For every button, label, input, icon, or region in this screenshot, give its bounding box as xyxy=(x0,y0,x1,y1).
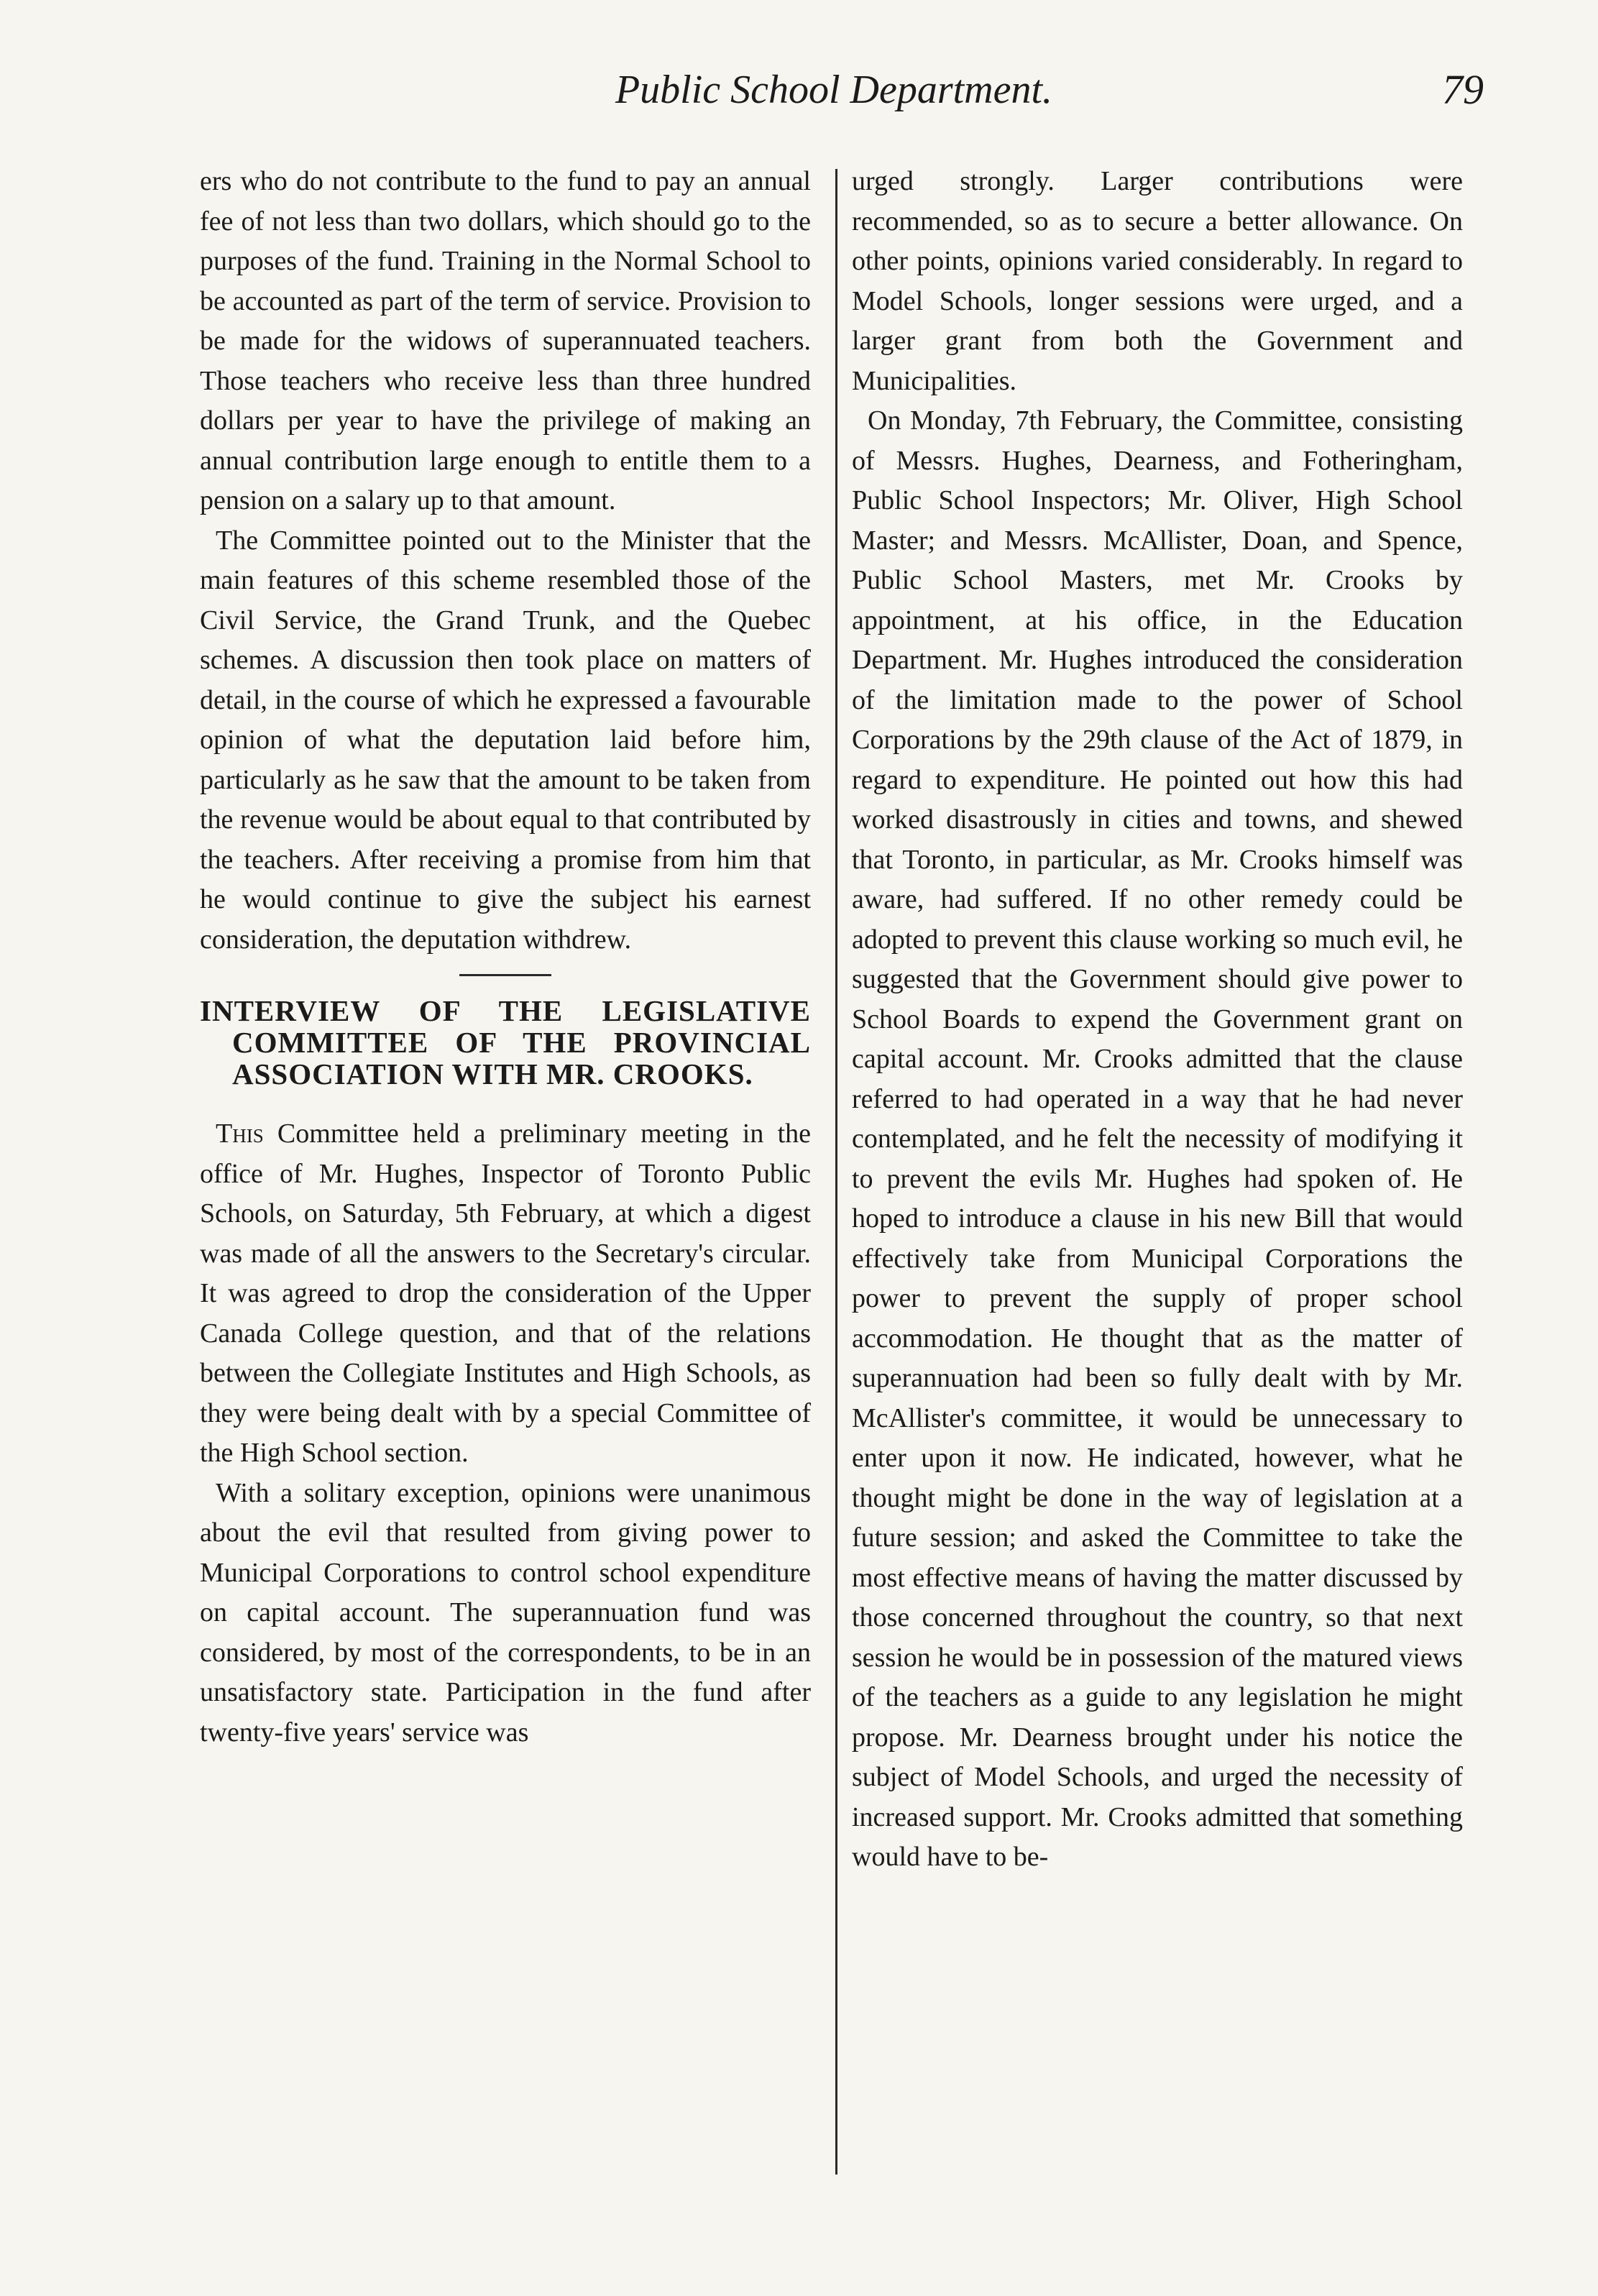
section-divider xyxy=(459,974,551,976)
drop-word: This xyxy=(216,1119,264,1149)
page-header xyxy=(0,61,1598,133)
page-number: 79 xyxy=(1442,66,1484,113)
paragraph: urged strongly. Larger contributions were recommended, so as to secure a better allowance. On other points, opinions varied considerably. In regard to Model Schools, longer sessions were urged, and a larger grant from both the Government and Municipalities. xyxy=(852,166,1463,396)
paragraph xyxy=(200,1114,811,1474)
left-column xyxy=(200,162,811,1753)
running-title: Public School Department. xyxy=(615,68,1053,112)
paragraph: The Committee pointed out to the Minister that the main features of this scheme resembled those of the Civil Service, the Grand Trunk, and the Quebec schemes. A discussion then took place on matters of detail, in the course of which he expressed a favourable opinion of what the deputation laid before him, particularly as he saw that the amount to be taken from the revenue would be about equal to that contributed by the teachers. After receiving a promise from him that he would continue to give the subject his earnest consideration, the deputation withdrew. xyxy=(200,525,811,955)
column-rule xyxy=(835,169,837,2175)
section-heading: INTERVIEW OF THE LEGISLATIVE COMMITTEE OF THE PROVINCIAL ASSOCIATION WITH MR. CROOKS. xyxy=(200,994,811,1090)
paragraph-text: Committee held a preliminary meeting in the office of Mr. Hughes, Inspector of Toronto Public Schools, on Saturday, 5th February, at which a digest was made of all the answers to the Secretary's circular. It was agreed to drop the consideration of the Upper Canada College question, and that of the relations between the Collegiate Institutes and High Schools, as they were being dealt with by a special Committee of the High School section. xyxy=(200,1119,811,1468)
paragraph: With a solitary exception, opinions were unanimous about the evil that resulted from giving power to Municipal Corporations to control school expenditure on capital account. The superannuation fund was considered, by most of the correspondents, to be in an unsatisfactory state. Participation in the fund after twenty-five years' service was xyxy=(200,1477,811,1748)
right-column xyxy=(852,162,1463,1878)
paragraph: On Monday, 7th February, the Committee, consisting of Messrs. Hughes, Dearness, and Fotheringham, Public School Inspectors; Mr. Oliver, High School Master; and Messrs. McAllister, Doan, and Spence, Public School Masters, met Mr. Crooks by appointment, at his office, in the Education Department. Mr. Hughes introduced the consideration of the limitation made to the power of School Corporations by the 29th clause of the Act of 1879, in regard to expenditure. He pointed out how this had worked disastrously in cities and towns, and shewed that Toronto, in particular, as Mr. Crooks himself was aware, had suffered. If no other remedy could be adopted to prevent this clause working so much evil, he suggested that the Government should give power to School Boards to expend the Government grant on capital account. Mr. Crooks admitted that the clause referred to had operated in a way that he had never contemplated, and he felt the necessity of modifying it to prevent the evils Mr. Hughes had spoken of. He hoped to introduce a clause in his new Bill that would effectively take from Municipal Corporations the power to prevent the supply of proper school accommodation. He thought that as the matter of superannuation had been so fully dealt with by Mr. McAllister's committee, it would be unnecessary to enter upon it now. He indicated, however, what he thought might be done in the way of legislation at a future session; and asked the Committee to take the most effective means of having the matter discussed by those concerned throughout the country, so that next session he would be in possession of the matured views of the teachers as a guide to any legislation he might propose. Mr. Dearness brought under his notice the subject of Model Schools, and urged the necessity of increased support. Mr. Crooks admitted that something would have to be- xyxy=(852,405,1463,1872)
paragraph: ers who do not contribute to the fund to pay an annual fee of not less than two dollars, which should go to the purposes of the fund. Training in the Normal School to be accounted as part of the term of service. Provision to be made for the widows of superannuated teachers. Those teachers who receive less than three hundred dollars per year to have the privilege of making an annual contribution large enough to entitle them to a pension on a salary up to that amount. xyxy=(200,166,811,515)
